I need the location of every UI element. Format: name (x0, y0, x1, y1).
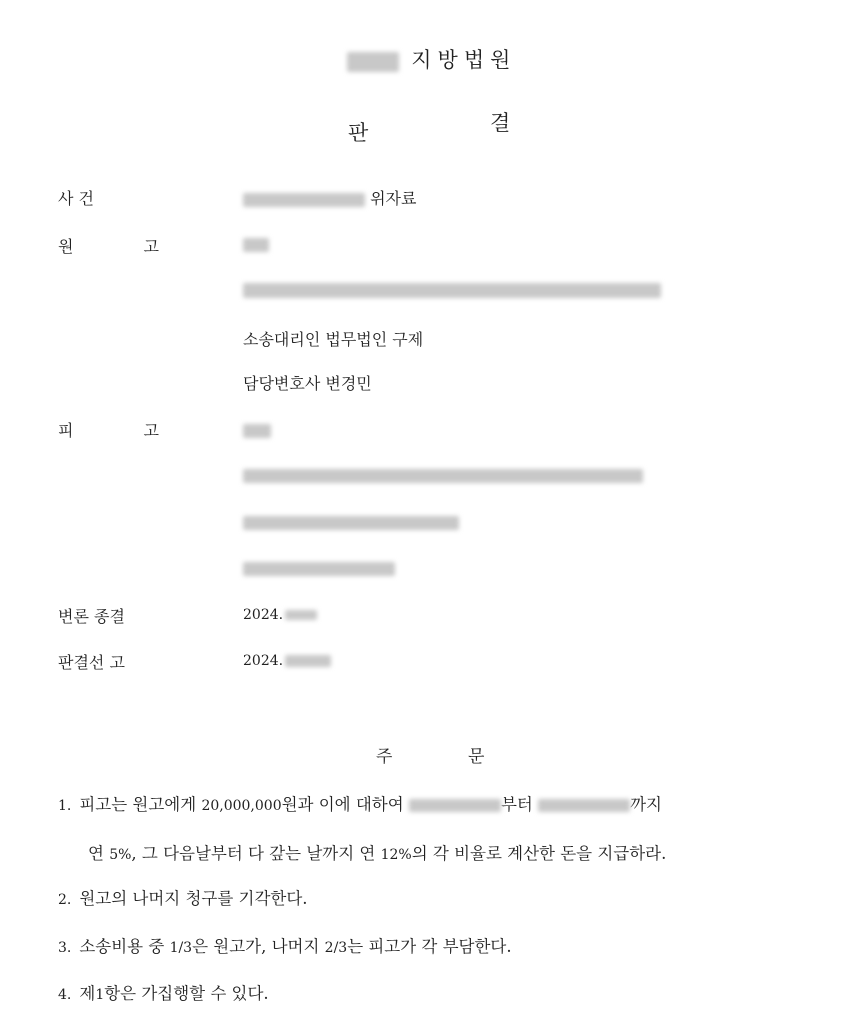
defendant-label: 피 고 (58, 421, 159, 440)
case-value (243, 186, 416, 209)
order-item-1-continued: 연 5%, 그 다음날부터 다 갚는 날까지 연 12%의 각 비율로 계산한 돈을 지급하라. (88, 844, 667, 863)
order-heading-1: 주 (376, 747, 393, 767)
redacted-defendant-address-2 (243, 516, 459, 530)
redacted-plaintiff-name (243, 238, 269, 252)
order-heading-2: 문 (468, 747, 485, 767)
redacted-defendant-name (243, 424, 271, 438)
plaintiff-agent: 소송대리인 법무법인 구제 (243, 330, 424, 349)
defendant-address-1 (243, 465, 643, 484)
defendant-address-3 (243, 558, 395, 577)
case-label: 사 건 (58, 189, 94, 208)
plaintiff-attorney: 담당변호사 변경민 (243, 374, 372, 393)
redacted-start-date (409, 799, 501, 812)
redacted-judgment-date (285, 655, 331, 667)
court-name (0, 44, 863, 74)
plaintiff-label: 원 고 (58, 237, 159, 256)
court-suffix: 지방법원 (411, 48, 517, 72)
closing-label: 변론 종결 (58, 607, 125, 626)
redacted-end-date (538, 799, 630, 812)
plaintiff-name (243, 234, 269, 253)
judgment-date: 2024. (243, 650, 331, 669)
order-item-1: 1. 피고는 원고에게 20,000,000원과 이에 대하여 부터 까지 (58, 795, 662, 814)
judgment-label: 판결선 고 (58, 653, 125, 672)
redacted-closing-date (285, 610, 317, 620)
defendant-name (243, 420, 271, 439)
redacted-defendant-address-1 (243, 469, 643, 483)
title-part2: 결 (490, 111, 511, 135)
redacted-case-number (243, 193, 365, 207)
order-item-2: 2. 원고의 나머지 청구를 기각한다. (58, 889, 308, 908)
order-item-3: 3. 소송비용 중 1/3은 원고가, 나머지 2/3는 피고가 각 부담한다. (58, 937, 512, 956)
redacted-defendant-address-3 (243, 562, 395, 576)
closing-date: 2024. (243, 604, 317, 623)
case-type: 위자료 (370, 189, 417, 208)
title-part1: 판 (348, 121, 369, 145)
defendant-address-2 (243, 512, 459, 531)
plaintiff-address (243, 280, 661, 299)
redacted-plaintiff-address (243, 283, 661, 298)
redacted-court-region (347, 52, 399, 72)
order-item-4: 4. 제1항은 가집행할 수 있다. (58, 984, 269, 1003)
